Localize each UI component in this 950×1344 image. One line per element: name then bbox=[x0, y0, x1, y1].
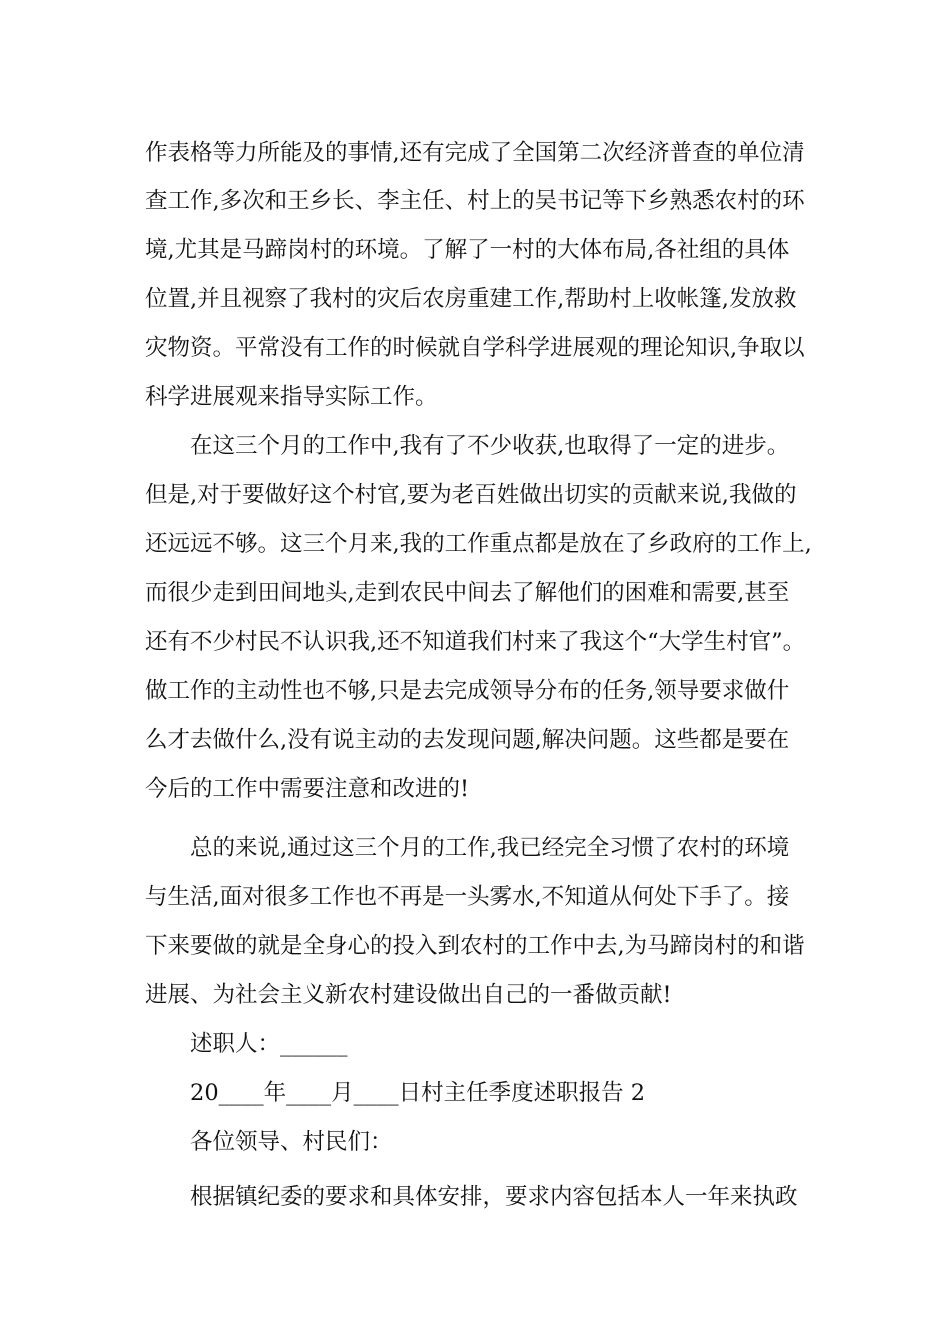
paragraph-2-line-8: 今后的工作中需要注意和改进的! bbox=[145, 776, 470, 802]
paragraph-3-line-4: 进展、为社会主义新农村建设做出自己的一番做贡献! bbox=[145, 982, 672, 1008]
paragraph-1-line-1: 作表格等力所能及的事情,还有完成了全国第二次经济普查的单位清 bbox=[145, 140, 805, 166]
paragraph-2-line-6: 做工作的主动性也不够,只是去完成领导分布的任务,领导要求做什 bbox=[145, 678, 790, 704]
paragraph-1-line-2: 查工作,多次和王乡长、李主任、村上的吴书记等下乡熟悉农村的环 bbox=[145, 188, 805, 214]
paragraph-3-line-3: 下来要做的就是全身心的投入到农村的工作中去,为马蹄岗村的和谐 bbox=[145, 933, 805, 959]
paragraph-2-line-2: 但是,对于要做好这个村官,要为老百姓做出切实的贡献来说,我做的 bbox=[145, 482, 797, 508]
signature-line: 述职人：______ bbox=[190, 1031, 348, 1057]
paragraph-1-line-4: 位置,并且视察了我村的灾后农房重建工作,帮助村上收帐篷,发放救 bbox=[145, 286, 797, 312]
paragraph-3-line-1: 总的来说,通过这三个月的工作,我已经完全习惯了农村的环境 bbox=[190, 835, 790, 861]
next-report-title: 20____年____月____日村主任季度述职报告 2 bbox=[190, 1080, 646, 1106]
intro-line: 根据镇纪委的要求和具体安排，要求内容包括本人一年来执政 bbox=[190, 1184, 798, 1210]
paragraph-3-line-2: 与生活,面对很多工作也不再是一头雾水,不知道从何处下手了。接 bbox=[145, 884, 790, 910]
paragraph-2-line-1: 在这三个月的工作中,我有了不少收获,也取得了一定的进步。 bbox=[190, 433, 790, 459]
paragraph-1-line-3: 境,尤其是马蹄岗村的环境。了解了一村的大体布局,各社组的具体 bbox=[145, 237, 790, 263]
paragraph-2-line-3: 还远远不够。这三个月来,我的工作重点都是放在了乡政府的工作上, bbox=[145, 531, 812, 557]
paragraph-2-line-4: 而很少走到田间地头,走到农民中间去了解他们的困难和需要,甚至 bbox=[145, 580, 790, 606]
paragraph-2-line-5: 还有不少村民不认识我,还不知道我们村来了我这个“大学生村官”。 bbox=[145, 629, 806, 655]
greeting-line: 各位领导、村民们： bbox=[190, 1129, 393, 1155]
paragraph-1-line-5: 灾物资。平常没有工作的时候就自学科学进展观的理论知识,争取以 bbox=[145, 335, 805, 361]
paragraph-2-line-7: 么才去做什么,没有说主动的去发现问题,解决问题。这些都是要在 bbox=[145, 727, 790, 753]
paragraph-1-line-6: 科学进展观来指导实际工作。 bbox=[145, 384, 438, 410]
